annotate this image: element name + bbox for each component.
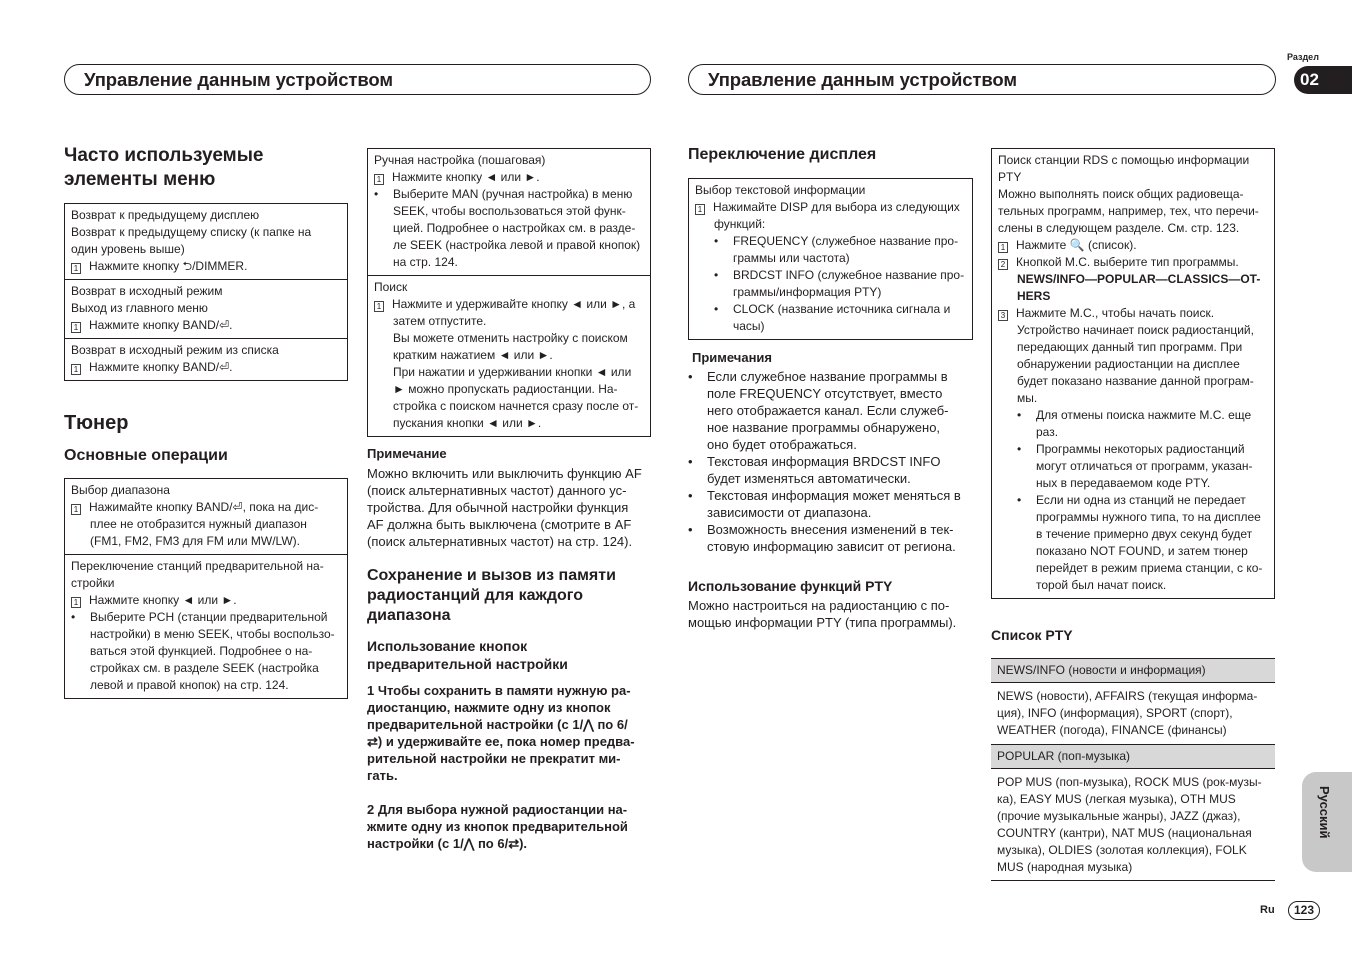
step-number: 1 xyxy=(71,322,81,333)
text-line: MUS (народная музыка) xyxy=(997,860,1133,874)
box-line: Для отмены поиска нажмите M.C. еще xyxy=(1036,408,1252,422)
text-line: настройки (с 1/⋀ по 6/⇄). xyxy=(367,836,528,851)
basic-ops-heading: Основные операции xyxy=(64,447,228,464)
box-line: кратким нажатием ◄ или ►. xyxy=(393,348,553,362)
box-line: граммы или частота) xyxy=(733,251,850,265)
display-heading: Переключение дисплея xyxy=(688,146,877,163)
heading-line: радиостанций для каждого xyxy=(367,587,583,604)
step-number: 1 xyxy=(71,504,81,515)
box-line: перейдет в режим приема станции, с ко- xyxy=(1036,561,1263,575)
box-line: PTY xyxy=(998,170,1022,184)
box-line: FREQUENCY (служебное название про- xyxy=(733,234,959,248)
text-line: Возможность внесения изменений в тек- xyxy=(707,522,954,537)
box-line: Можно выполнять поиск общих радиовеща- xyxy=(998,187,1244,201)
box-line: Выберите PCH (станции предварительной xyxy=(90,610,328,624)
section-label: Раздел xyxy=(1287,52,1319,62)
box-line: Нажимайте кнопку BAND/⏎, пока на дис- xyxy=(89,500,319,514)
box-line: Возврат в исходный режим xyxy=(71,284,223,298)
box-line: плее не отобразится нужный диапазон xyxy=(90,517,307,531)
box-line: Нажмите M.C., чтобы начать поиск. xyxy=(1016,306,1215,320)
box-line: Нажмите кнопку ⮌/DIMMER. xyxy=(89,259,248,273)
heading-line: предварительной настройки xyxy=(367,656,568,672)
step-number: 3 xyxy=(998,310,1008,321)
text-line: (поиск альтернативных частот) данного ус- xyxy=(367,483,627,498)
text-line: ция), INFO (информация), SPORT (спорт), xyxy=(997,706,1233,720)
box-line: передающих данный тип программ. При xyxy=(1017,340,1243,354)
text-line: оно будет отображаться. xyxy=(707,437,857,452)
box-line: будет показано название данной програм- xyxy=(1017,374,1254,388)
left-header-title: Управление данным устройством xyxy=(64,64,651,95)
table-row: POPULAR (поп-музыка) xyxy=(997,749,1131,763)
text-line: мощью информации PTY (типа программы). xyxy=(688,615,957,630)
box-line: стройки xyxy=(71,576,115,590)
box-line: Нажмите кнопку BAND/⏎. xyxy=(89,318,233,332)
box-line: мы. xyxy=(1017,391,1038,405)
pty-list-table xyxy=(991,658,1275,881)
box-line: Возврат в исходный режим из списка xyxy=(71,343,279,357)
page-number: 123 xyxy=(1288,901,1320,920)
display-box: Выбор текстовой информации 1 Нажимайте DISP для выбора из следующих функций: • FREQUENCY (служебное название про- граммы или частота) • BRDCST INFO (служебное название про- граммы/информация PTY) • CLOCK (название источника сигнала и часы) xyxy=(688,178,973,340)
text-line: 2 Для выбора нужной радиостанции на- xyxy=(367,802,628,817)
text-line: поле FREQUENCY отсутствует, вместо xyxy=(707,386,943,401)
box-line: Выбор текстовой информации xyxy=(695,183,866,197)
box-line: стройках см. в разделе SEEK (настройка xyxy=(90,661,319,675)
box-line: ле SEEK (настройка левой и правой кнопок) xyxy=(393,238,641,252)
box-line: показано NOT FOUND, и затем тюнер xyxy=(1036,544,1248,558)
text-line: зависимости от диапазона. xyxy=(707,505,872,520)
heading-line: Сохранение и вызов из памяти xyxy=(367,567,616,584)
heading-line: диапазона xyxy=(367,607,451,624)
box-line: Выход из главного меню xyxy=(71,301,208,315)
step-2 xyxy=(367,801,628,852)
step-number: 1 xyxy=(374,174,384,185)
box-line: Нажмите кнопку ◄ или ►. xyxy=(89,593,237,607)
step-number: 1 xyxy=(695,204,705,215)
text-line: диостанцию, нажмите одну из кнопок xyxy=(367,700,611,715)
section-number-badge: 02 xyxy=(1294,66,1352,94)
notes-heading: Примечания xyxy=(692,350,773,365)
box-line: ► можно пропускать радиостанции. На- xyxy=(393,382,618,396)
box-line: на стр. 124. xyxy=(393,255,458,269)
text-line: Текстовая информация может меняться в xyxy=(707,488,961,503)
text-line: COUNTRY (кантри), NAT MUS (национальная xyxy=(997,826,1252,840)
box-line: (FM1, FM2, FM3 для FM или MW/LW). xyxy=(90,534,300,548)
box-line: NEWS/INFO—POPULAR—CLASSICS—OT- xyxy=(1017,272,1261,286)
text-line: ка), EASY MUS (легкая музыка), OTH MUS xyxy=(997,792,1236,806)
text-line: стовую информацию зависит от региона. xyxy=(707,539,956,554)
box-line: HERS xyxy=(1017,289,1051,303)
text-line: Можно включить или выключить функцию AF xyxy=(367,466,642,481)
notes-list: • Если служебное название программы в поле FREQUENCY отсутствует, вместо него отображается канал. Если служеб- ное название программы обнаружено, оно будет отображаться. • Текстовая информация BRDCST INFO будет изменяться автоматически. • Текстовая информация может меняться в зависимости от диапазона. • Возможность внесения изменений в тек- стовую информацию зависит от региона. xyxy=(688,369,961,554)
step-1 xyxy=(367,682,635,784)
text-line: ⇄) и удерживайте ее, пока номер предва- xyxy=(367,734,635,749)
step-number: 1 xyxy=(998,242,1008,253)
box-line: пускания кнопки ◄ или ►. xyxy=(393,416,542,430)
basic-ops-box: Выбор диапазона 1 Нажимайте кнопку BAND/⏎, пока на дис- плее не отобразится нужный диапазон (FM1, FM2, FM3 для FM или MW/LW). Переключение станций предварительной на- стройки 1 Нажмите кнопку ◄ или ►. • Выберите PCH (станции предварительной настройки) в меню SEEK, чтобы воспользо- ваться этой функцией. Подробнее о на- стройках см. в разделе SEEK (настройка левой и правой кнопок) на стр. 124. xyxy=(64,478,348,699)
box-line: Выберите MAN (ручная настройка) в меню xyxy=(393,187,633,201)
box-line: граммы/информация PTY) xyxy=(733,285,882,299)
text-line: тройства. Для обычной настройки функция xyxy=(367,500,629,515)
box-line: Выбор диапазона xyxy=(71,483,170,497)
menu-items-box xyxy=(64,203,348,381)
language-side-tab xyxy=(1302,772,1352,872)
step-number: 1 xyxy=(374,301,384,312)
note-text xyxy=(367,465,642,550)
tuner-heading: Тюнер xyxy=(64,412,129,434)
pty-search-box: Поиск станции RDS с помощью информации PTY Можно выполнять поиск общих радиовеща- тельных программ, например, тех, что перечи- слены в следующем разделе. См. стр. 123. 1 Нажмите 🔍 (список). 2 Кнопкой M.C. выберите тип программы. NEWS/INFO—POPULAR—CLASSICS—OT- HERS 3 Нажмите M.C., чтобы начать поиск. Устройство начинает поиск радиостанций, передающих данный тип программ. При обнаружении радиостанции на дисплее будет показано название данной програм- мы. • Для отмены поиска нажмите M.C. еще раз. • Программы некоторых радиостанций могут отличаться от программ, указан- ных в передаваемом коде PTY. • Если ни одна из станций не передает программы нужного типа, то на дисплее в течение примерно двух секунд будет показано NOT FOUND, и затем тюнер перейдет в режим приема станции, с ко- торой был начат поиск. xyxy=(991,148,1275,599)
box-line: цией. Подробнее о настройках см. в разде- xyxy=(393,221,636,235)
box-line: часы) xyxy=(733,319,765,333)
box-line: ваться этой функцией. Подробнее о на- xyxy=(90,644,313,658)
text-line: ное название программы обнаружено, xyxy=(707,420,941,435)
preset-heading xyxy=(367,637,568,673)
box-line: торой был начат поиск. xyxy=(1036,578,1167,592)
box-line: Ручная настройка (пошаговая) xyxy=(374,153,546,167)
text-line: NEWS (новости), AFFAIRS (текущая информа- xyxy=(997,689,1258,703)
box-line: Нажимайте DISP для выбора из следующих xyxy=(713,200,960,214)
box-line: программы нужного типа, то на дисплее xyxy=(1036,510,1261,524)
step-number: 1 xyxy=(71,597,81,608)
text-line: Текстовая информация BRDCST INFO xyxy=(707,454,941,469)
box-line: Возврат к предыдущему списку (к папке на xyxy=(71,225,312,239)
box-line: Устройство начинает поиск радиостанций, xyxy=(1017,323,1254,337)
save-heading xyxy=(367,566,616,626)
table-row: NEWS/INFO (новости и информация) xyxy=(997,663,1206,677)
text-line: WEATHER (погода), FINANCE (финансы) xyxy=(997,723,1227,737)
menu-heading xyxy=(64,144,263,192)
box-line: Нажмите 🔍 (список). xyxy=(1016,238,1137,252)
pty-heading: Использование функций PTY xyxy=(688,578,893,594)
text-line: (прочие музыкальные жанры), JAZZ (джаз), xyxy=(997,809,1241,823)
box-line: обнаружении радиостанции на дисплее xyxy=(1017,357,1240,371)
box-line: левой и правой кнопок) на стр. 124. xyxy=(90,678,289,692)
box-line: SEEK, чтобы воспользоваться этой функ- xyxy=(393,204,626,218)
box-line: BRDCST INFO (служебное название про- xyxy=(733,268,965,282)
box-line: Возврат к предыдущему дисплею xyxy=(71,208,260,222)
language-side-tab-label: Русский xyxy=(1317,786,1332,839)
box-line: затем отпустите. xyxy=(393,314,487,328)
box-line: функций: xyxy=(714,217,766,231)
box-line: Нажмите и удерживайте кнопку ◄ или ►, а xyxy=(392,297,636,311)
box-line: тельных программ, например, тех, что перечи- xyxy=(998,204,1259,218)
box-line: Переключение станций предварительной на- xyxy=(71,559,324,573)
box-line: При нажатии и удерживании кнопки ◄ или xyxy=(393,365,632,379)
text-line: гать. xyxy=(367,768,398,783)
text-line: POP MUS (поп-музыка), ROCK MUS (рок-музы- xyxy=(997,775,1262,789)
box-line: Нажмите кнопку BAND/⏎. xyxy=(89,360,233,374)
pty-text xyxy=(688,597,956,631)
text-line: него отображается канал. Если служеб- xyxy=(707,403,949,418)
box-line: раз. xyxy=(1036,425,1059,439)
text-line: предварительной настройки (с 1/⋀ по 6/ xyxy=(367,717,628,732)
text-line: 1 Чтобы сохранить в памяти нужную ра- xyxy=(367,683,631,698)
box-line: в течение примерно двух секунд будет xyxy=(1036,527,1253,541)
box-line: стройка с поиском начнется сразу после от- xyxy=(393,399,639,413)
text-line: AF должна быть выключена (смотрите в AF xyxy=(367,517,632,532)
note-heading: Примечание xyxy=(367,446,447,461)
menu-heading-line1: Часто используемые xyxy=(64,145,264,166)
text-line: Можно настроиться на радиостанцию с по- xyxy=(688,598,950,613)
step-number: 2 xyxy=(998,259,1008,270)
step-number: 1 xyxy=(71,364,81,375)
box-line: слены в следующем разделе. См. стр. 123. xyxy=(998,221,1240,235)
tuning-box: Ручная настройка (пошаговая) 1 Нажмите кнопку ◄ или ►. • Выберите MAN (ручная настройка) в меню SEEK, чтобы воспользоваться этой функ- цией. Подробнее о настройках см. в разде- ле SEEK (настройка левой и правой кнопок) на стр. 124. Поиск 1 Нажмите и удерживайте кнопку ◄ или ►, а затем отпустите. Вы можете отменить настройку с поиском кратким нажатием ◄ или ►. При нажатии и удерживании кнопки ◄ или ► можно пропускать радиостанции. На- стройка с поиском начнется сразу после от- пускания кнопки ◄ или ►. xyxy=(367,148,651,437)
text-line: (поиск альтернативных частот) на стр. 124). xyxy=(367,534,633,549)
pty-list-heading: Список PTY xyxy=(991,627,1073,643)
box-line: Если ни одна из станций не передает xyxy=(1036,493,1246,507)
box-line: Нажмите кнопку ◄ или ►. xyxy=(392,170,540,184)
box-line: Поиск станции RDS с помощью информации xyxy=(998,153,1250,167)
box-line: Вы можете отменить настройку с поиском xyxy=(393,331,628,345)
box-line: могут отличаться от программ, указан- xyxy=(1036,459,1253,473)
box-line: ных в передаваемом коде PTY. xyxy=(1036,476,1211,490)
menu-heading-line2: элементы меню xyxy=(64,169,216,190)
heading-line: Использование кнопок xyxy=(367,638,528,654)
box-line: Поиск xyxy=(374,280,408,294)
text-line: рительной настройки не прекратит ми- xyxy=(367,751,621,766)
text-line: музыка), OLDIES (золотая коллекция), FOLK xyxy=(997,843,1247,857)
text-line: жмите одну из кнопок предварительной xyxy=(367,819,628,834)
footer-lang: Ru xyxy=(1260,904,1275,916)
right-header-title: Управление данным устройством xyxy=(688,64,1276,95)
text-line: Если служебное название программы в xyxy=(707,369,948,384)
box-line: настройки) в меню SEEK, чтобы воспользо- xyxy=(90,627,335,641)
text-line: будет изменяться автоматически. xyxy=(707,471,911,486)
step-number: 1 xyxy=(71,263,81,274)
box-line: CLOCK (название источника сигнала и xyxy=(733,302,951,316)
box-line: Программы некоторых радиостанций xyxy=(1036,442,1245,456)
box-line: один уровень выше) xyxy=(71,242,185,256)
box-line: Кнопкой M.C. выберите тип программы. xyxy=(1016,255,1239,269)
